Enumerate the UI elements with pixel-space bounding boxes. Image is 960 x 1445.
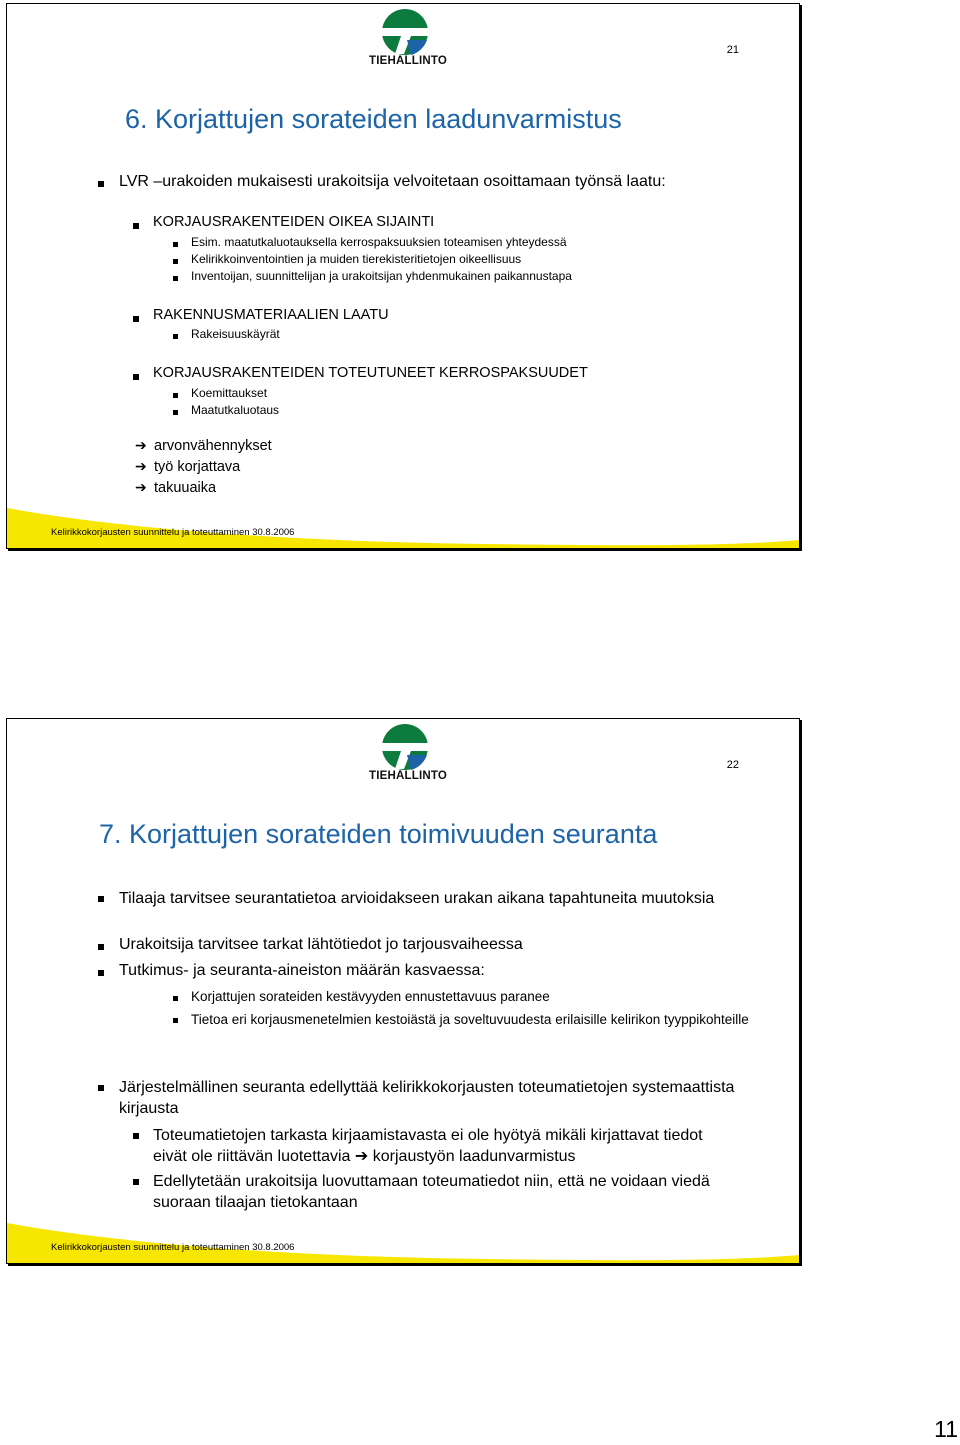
bullet-icon (173, 393, 178, 398)
logo-text: TIEHALLINTO (369, 55, 448, 67)
list-item: Rakeisuuskäyrät (191, 327, 280, 341)
bullet-icon (173, 334, 178, 339)
bullet-icon (133, 374, 139, 380)
bullet-icon (173, 259, 178, 264)
bullet-icon (173, 276, 178, 281)
page-number: 22 (726, 759, 739, 771)
consequence-item: työ korjattava (154, 459, 241, 475)
arrow-right-icon: ➔ (354, 1148, 369, 1165)
arrow-right-icon: ➔ (135, 479, 147, 495)
bullet-icon (98, 944, 104, 950)
bullet-icon (133, 223, 139, 229)
bullet-text: Järjestelmällinen seuranta edellyttää kelirikkokorjausten toteumatietojen systemaattista kirjausta (119, 1079, 735, 1117)
section-heading: RAKENNUSMATERIAALIEN LAATU (153, 307, 389, 323)
bullet-icon (133, 316, 139, 322)
sub-bullet-text (153, 1125, 733, 1167)
bullet-icon (173, 1018, 178, 1023)
list-item: Inventoijan, suunnittelijan ja urakoitsijan yhdenmukainen paikannustapa (191, 269, 572, 283)
logo-text: TIEHALLINTO (369, 770, 448, 782)
slide-footer: Kelirikkokorjausten suunnittelu ja toteuttaminen 30.8.2006 (51, 527, 295, 538)
bullet-icon (173, 242, 178, 247)
arrow-right-icon: ➔ (135, 437, 147, 453)
bullet-icon (98, 970, 104, 976)
bullet-icon (98, 896, 104, 902)
bullet-text: Urakoitsija tarvitsee tarkat lähtötiedot jo tarjousvaiheessa (119, 936, 523, 953)
sub-bullet-text: Tietoa eri korjausmenetelmien kestoiästä ja soveltuvuudesta erilaisille kelirikon tyyppikohteille (191, 1012, 749, 1027)
bullet-icon (98, 1085, 104, 1091)
sub-bullet-text-part: Toteumatietojen tarkasta kirjaamistavasta ei ole hyötyä mikäli kirjattavat tiedot eivät ole riittävän luotettavia (153, 1127, 703, 1165)
consequence-item: takuuaika (154, 480, 217, 496)
arrow-right-icon: ➔ (135, 458, 147, 474)
list-item: Koemittaukset (191, 386, 268, 400)
slide-21 (6, 3, 800, 549)
bullet-icon (173, 410, 178, 415)
bullet-text: Tutkimus- ja seuranta-aineiston määrän kasvaessa: (119, 962, 485, 979)
sub-bullet-text: Korjattujen sorateiden kestävyyden ennustettavuus paranee (191, 989, 550, 1004)
section-heading: KORJAUSRAKENTEIDEN TOTEUTUNEET KERROSPAKSUUDET (153, 365, 588, 381)
slide-title: 6. Korjattujen sorateiden laadunvarmistus (125, 104, 622, 134)
sub-bullet-text: Edellytetään urakoitsija luovuttamaan toteumatiedot niin, että ne voidaan viedä suoraan tilaajan tietokantaan (153, 1173, 710, 1211)
list-item: Esim. maatutkaluotauksella kerrospaksuuksien toteamisen yhteydessä (191, 235, 567, 249)
section-heading: KORJAUSRAKENTEIDEN OIKEA SIJAINTI (153, 214, 435, 230)
bullet-icon (133, 1179, 139, 1185)
bullet-icon (133, 1133, 139, 1139)
sub-bullet-text-part: korjaustyön laadunvarmistus (372, 1148, 576, 1165)
list-item: Maatutkaluotaus (191, 403, 280, 417)
bullet-icon (173, 996, 178, 1001)
page-number: 21 (726, 44, 739, 56)
list-item: Kelirikkoinventointien ja muiden tierekisteritietojen oikeellisuus (191, 252, 522, 266)
slide-22 (6, 718, 800, 1264)
slide-footer: Kelirikkokorjausten suunnittelu ja toteuttaminen 30.8.2006 (51, 1242, 295, 1253)
page-corner-number: 11 (934, 1416, 958, 1442)
bullet-icon (98, 181, 104, 187)
consequence-item: arvonvähennykset (154, 438, 272, 454)
intro-text: LVR –urakoiden mukaisesti urakoitsija velvoitetaan osoittamaan työnsä laatu: (119, 173, 666, 190)
bullet-text: Tilaaja tarvitsee seurantatietoa arvioidakseen urakan aikana tapahtuneita muutoksia (119, 890, 715, 907)
slide-title: 7. Korjattujen sorateiden toimivuuden seuranta (99, 819, 658, 849)
